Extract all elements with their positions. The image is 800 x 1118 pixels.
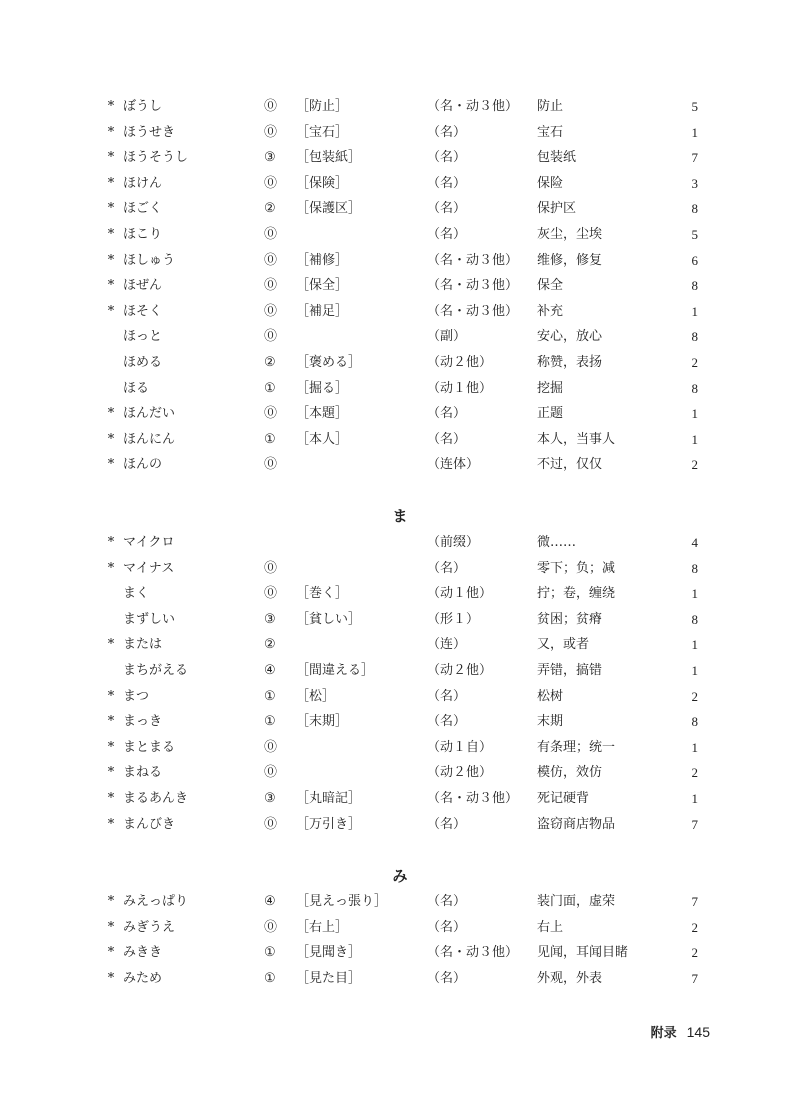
accent-mark: ① xyxy=(264,688,276,704)
meaning: 保险 xyxy=(537,175,564,191)
new-word-marker: * xyxy=(107,765,115,781)
kanji-form: ［松］ xyxy=(296,688,336,704)
accent-mark: ① xyxy=(264,714,276,730)
part-of-speech: （名） xyxy=(427,894,467,909)
new-word-marker: * xyxy=(107,175,115,191)
new-word-marker: * xyxy=(107,303,115,319)
reading: ほんの xyxy=(123,457,163,473)
vocab-row xyxy=(0,738,800,758)
vocab-row xyxy=(0,97,800,117)
lesson-number: 7 xyxy=(691,894,698,909)
part-of-speech: （名・动３他） xyxy=(427,99,519,114)
reading: まっき xyxy=(123,714,163,730)
kanji-form: ［万引き］ xyxy=(296,816,362,832)
accent-mark: ⓪ xyxy=(264,99,278,114)
vocab-row xyxy=(0,661,800,681)
reading: まちがえる xyxy=(123,663,189,678)
vocab-row xyxy=(0,199,800,219)
accent-mark: ⓪ xyxy=(264,739,278,755)
meaning: 装门面，虚荣 xyxy=(537,894,616,909)
meaning: 拧；卷，缠绕 xyxy=(537,586,616,602)
accent-mark: ⓪ xyxy=(264,765,278,781)
part-of-speech: （动２他） xyxy=(427,663,493,678)
meaning: 正题 xyxy=(537,406,564,422)
vocab-row xyxy=(0,763,800,783)
vocab-row xyxy=(0,789,800,809)
new-word-marker: * xyxy=(107,99,115,114)
reading: マイクロ xyxy=(123,535,175,550)
reading: まるあんき xyxy=(123,791,189,806)
vocab-row xyxy=(0,302,800,322)
part-of-speech: （名） xyxy=(427,688,467,704)
new-word-marker: * xyxy=(107,970,115,986)
reading: まく xyxy=(123,586,150,602)
new-word-marker: * xyxy=(107,201,115,217)
vocab-row xyxy=(0,892,800,912)
part-of-speech: （名） xyxy=(427,150,467,166)
new-word-marker: * xyxy=(107,816,115,832)
accent-mark: ⓪ xyxy=(264,227,278,242)
lesson-number: 5 xyxy=(691,227,698,242)
reading: まねる xyxy=(123,765,163,781)
accent-mark: ⓪ xyxy=(264,560,278,576)
new-word-marker: * xyxy=(107,535,115,550)
accent-mark: ① xyxy=(264,945,276,961)
meaning: 有条理；统一 xyxy=(537,739,616,755)
vocab-row xyxy=(0,123,800,143)
vocab-row xyxy=(0,815,800,835)
new-word-marker: * xyxy=(107,406,115,422)
vocab-row xyxy=(0,148,800,168)
lesson-number: 8 xyxy=(691,714,698,730)
new-word-marker: * xyxy=(107,945,115,961)
meaning: 末期 xyxy=(537,714,564,730)
new-word-marker: * xyxy=(107,278,115,294)
lesson-number: 8 xyxy=(691,278,698,294)
vocab-row xyxy=(0,635,800,655)
accent-mark: ⓪ xyxy=(264,406,278,422)
meaning: 外观，外表 xyxy=(537,970,603,986)
kanji-form: ［見えっ張り］ xyxy=(296,894,388,909)
part-of-speech: （形１） xyxy=(427,611,480,627)
kanji-form: ［間違える］ xyxy=(296,663,375,678)
meaning: 本人，当事人 xyxy=(537,431,616,447)
meaning: 盗窃商店物品 xyxy=(537,816,616,832)
accent-mark: ⓪ xyxy=(264,329,278,345)
new-word-marker: * xyxy=(107,431,115,447)
vocab-row xyxy=(0,174,800,194)
accent-mark: ③ xyxy=(264,611,276,627)
lesson-number: 2 xyxy=(691,919,698,935)
vocab-row xyxy=(0,455,800,475)
part-of-speech: （名） xyxy=(427,201,467,217)
reading: みえっぱり xyxy=(123,894,189,909)
page-number: 145 xyxy=(686,1024,710,1040)
accent-mark: ⓪ xyxy=(264,124,278,140)
part-of-speech: （名） xyxy=(427,227,467,242)
lesson-number: 2 xyxy=(691,355,698,370)
new-word-marker: * xyxy=(107,252,115,268)
reading: まずしい xyxy=(123,611,176,627)
kanji-form: ［宝石］ xyxy=(296,124,349,140)
part-of-speech: （名・动３他） xyxy=(427,303,519,319)
part-of-speech: （名） xyxy=(427,919,467,935)
section-heading: ま xyxy=(392,507,408,525)
meaning: 右上 xyxy=(537,919,564,935)
kanji-form: ［丸暗記］ xyxy=(296,791,362,806)
new-word-marker: * xyxy=(107,791,115,806)
reading: ぼうし xyxy=(123,99,163,114)
vocab-row xyxy=(0,969,800,989)
accent-mark: ③ xyxy=(264,150,276,166)
lesson-number: 8 xyxy=(691,611,698,627)
vocab-row xyxy=(0,327,800,347)
part-of-speech: （名・动３他） xyxy=(427,252,519,268)
vocab-row xyxy=(0,430,800,450)
meaning: 弄错，搞错 xyxy=(537,663,603,678)
reading: または xyxy=(123,637,163,653)
kanji-form: ［掘る］ xyxy=(296,380,349,396)
reading: ほうせき xyxy=(123,124,176,140)
part-of-speech: （动２他） xyxy=(427,765,493,781)
part-of-speech: （名） xyxy=(427,175,467,191)
lesson-number: 4 xyxy=(691,535,698,550)
vocab-row xyxy=(0,353,800,373)
accent-mark: ⓪ xyxy=(264,252,278,268)
lesson-number: 2 xyxy=(691,457,698,473)
lesson-number: 1 xyxy=(691,431,698,447)
part-of-speech: （名） xyxy=(427,406,467,422)
lesson-number: 2 xyxy=(691,945,698,961)
reading: ほんだい xyxy=(123,406,176,422)
lesson-number: 2 xyxy=(691,765,698,781)
reading: ほる xyxy=(123,380,150,396)
page-footer xyxy=(600,1022,710,1044)
reading: ほしゅう xyxy=(123,252,176,268)
reading: みため xyxy=(123,970,163,986)
reading: みきき xyxy=(123,945,163,961)
kanji-form: ［貧しい］ xyxy=(296,611,362,627)
new-word-marker: * xyxy=(107,637,115,653)
new-word-marker: * xyxy=(107,124,115,140)
kanji-form: ［補足］ xyxy=(296,303,349,319)
vocab-row xyxy=(0,276,800,296)
reading: みぎうえ xyxy=(123,919,176,935)
lesson-number: 7 xyxy=(691,816,698,832)
meaning: 保全 xyxy=(537,278,564,294)
accent-mark: ⓪ xyxy=(264,457,278,473)
reading: まんびき xyxy=(123,816,176,832)
accent-mark: ⓪ xyxy=(264,816,278,832)
accent-mark: ② xyxy=(264,637,276,653)
meaning: 微…… xyxy=(537,535,577,550)
kanji-form: ［巻く］ xyxy=(296,586,349,602)
new-word-marker: * xyxy=(107,227,115,242)
appendix-label: 附录 xyxy=(650,1026,677,1041)
accent-mark: ④ xyxy=(264,894,276,909)
vocab-row xyxy=(0,687,800,707)
meaning: 保护区 xyxy=(537,201,577,217)
vocab-row xyxy=(0,404,800,424)
reading: ほけん xyxy=(123,175,163,191)
reading: ほっと xyxy=(123,329,163,345)
accent-mark: ② xyxy=(264,201,276,217)
part-of-speech: （名・动３他） xyxy=(427,791,519,806)
kanji-form: ［包装紙］ xyxy=(296,150,362,166)
part-of-speech: （名） xyxy=(427,124,467,140)
vocab-row xyxy=(0,251,800,271)
part-of-speech: （名・动３他） xyxy=(427,278,519,294)
part-of-speech: （前缀） xyxy=(427,535,480,550)
lesson-number: 1 xyxy=(691,406,698,422)
vocab-row xyxy=(0,584,800,604)
lesson-number: 1 xyxy=(691,739,698,755)
accent-mark: ③ xyxy=(264,791,276,806)
reading: ほこり xyxy=(123,227,163,242)
lesson-number: 7 xyxy=(691,970,698,986)
meaning: 不过，仅仅 xyxy=(537,457,603,473)
kanji-form: ［見た目］ xyxy=(296,970,362,986)
new-word-marker: * xyxy=(107,714,115,730)
meaning: 又，或者 xyxy=(537,637,590,653)
part-of-speech: （名） xyxy=(427,431,467,447)
new-word-marker: * xyxy=(107,739,115,755)
new-word-marker: * xyxy=(107,894,115,909)
lesson-number: 1 xyxy=(691,303,698,319)
kanji-form: ［本題］ xyxy=(296,406,349,422)
meaning: 防止 xyxy=(537,99,564,114)
new-word-marker: * xyxy=(107,457,115,473)
lesson-number: 2 xyxy=(691,688,698,704)
part-of-speech: （连体） xyxy=(427,457,480,473)
meaning: 挖掘 xyxy=(537,380,564,396)
vocab-row xyxy=(0,379,800,399)
kanji-form: ［保険］ xyxy=(296,175,349,191)
lesson-number: 7 xyxy=(691,150,698,166)
kanji-form: ［見聞き］ xyxy=(296,945,362,961)
new-word-marker: * xyxy=(107,560,115,576)
lesson-number: 1 xyxy=(691,663,698,678)
part-of-speech: （名） xyxy=(427,816,467,832)
kanji-form: ［右上］ xyxy=(296,919,349,935)
meaning: 补充 xyxy=(537,303,564,319)
lesson-number: 1 xyxy=(691,124,698,140)
kanji-form: ［補修］ xyxy=(296,252,349,268)
section-heading: み xyxy=(392,867,408,885)
meaning: 松树 xyxy=(537,688,564,704)
lesson-number: 1 xyxy=(691,637,698,653)
lesson-number: 8 xyxy=(691,380,698,396)
lesson-number: 8 xyxy=(691,560,698,576)
meaning: 灰尘，尘埃 xyxy=(537,227,603,242)
meaning: 维修，修复 xyxy=(537,252,603,268)
meaning: 贫困；贫瘠 xyxy=(537,611,603,627)
accent-mark: ⓪ xyxy=(264,586,278,602)
meaning: 见闻，耳闻目睹 xyxy=(537,945,629,961)
vocab-row xyxy=(0,712,800,732)
accent-mark: ① xyxy=(264,380,276,396)
kanji-form: ［本人］ xyxy=(296,431,349,447)
vocab-row xyxy=(0,610,800,630)
vocab-row xyxy=(0,943,800,963)
reading: ほめる xyxy=(123,355,163,370)
lesson-number: 6 xyxy=(691,252,698,268)
reading: ほぜん xyxy=(123,278,163,294)
lesson-number: 8 xyxy=(691,329,698,345)
kanji-form: ［保護区］ xyxy=(296,201,362,217)
vocab-row xyxy=(0,559,800,579)
part-of-speech: （动１自） xyxy=(427,739,493,755)
meaning: 宝石 xyxy=(537,124,564,140)
accent-mark: ① xyxy=(264,431,276,447)
kanji-form: ［末期］ xyxy=(296,714,349,730)
reading: ほんにん xyxy=(123,431,176,447)
lesson-number: 5 xyxy=(691,99,698,114)
new-word-marker: * xyxy=(107,150,115,166)
vocab-row xyxy=(0,533,800,553)
reading: ほごく xyxy=(123,201,163,217)
lesson-number: 1 xyxy=(691,791,698,806)
part-of-speech: （动１他） xyxy=(427,586,493,602)
lesson-number: 8 xyxy=(691,201,698,217)
kanji-form: ［防止］ xyxy=(296,99,349,114)
lesson-number: 1 xyxy=(691,586,698,602)
accent-mark: ① xyxy=(264,970,276,986)
part-of-speech: （名） xyxy=(427,560,467,576)
part-of-speech: （副） xyxy=(427,329,467,345)
accent-mark: ⓪ xyxy=(264,175,278,191)
meaning: 死记硬背 xyxy=(537,791,590,806)
meaning: 包装纸 xyxy=(537,150,577,166)
meaning: 零下；负；减 xyxy=(537,560,616,576)
part-of-speech: （名） xyxy=(427,970,467,986)
new-word-marker: * xyxy=(107,688,115,704)
meaning: 称赞，表扬 xyxy=(537,355,603,370)
part-of-speech: （连） xyxy=(427,637,467,653)
reading: ほうそうし xyxy=(123,150,189,166)
part-of-speech: （动２他） xyxy=(427,355,493,370)
part-of-speech: （动１他） xyxy=(427,380,493,396)
reading: まつ xyxy=(123,688,150,704)
accent-mark: ④ xyxy=(264,663,276,678)
accent-mark: ⓪ xyxy=(264,919,278,935)
vocab-row xyxy=(0,918,800,938)
part-of-speech: （名） xyxy=(427,714,467,730)
kanji-form: ［保全］ xyxy=(296,278,349,294)
meaning: 安心，放心 xyxy=(537,329,603,345)
vocab-row xyxy=(0,225,800,245)
accent-mark: ⓪ xyxy=(264,303,278,319)
accent-mark: ⓪ xyxy=(264,278,278,294)
meaning: 模仿，效仿 xyxy=(537,765,603,781)
reading: ほそく xyxy=(123,303,163,319)
lesson-number: 3 xyxy=(691,175,698,191)
reading: まとまる xyxy=(123,739,176,755)
accent-mark: ② xyxy=(264,355,276,370)
kanji-form: ［褒める］ xyxy=(296,355,362,370)
reading: マイナス xyxy=(123,560,175,576)
part-of-speech: （名・动３他） xyxy=(427,945,519,961)
new-word-marker: * xyxy=(107,919,115,935)
